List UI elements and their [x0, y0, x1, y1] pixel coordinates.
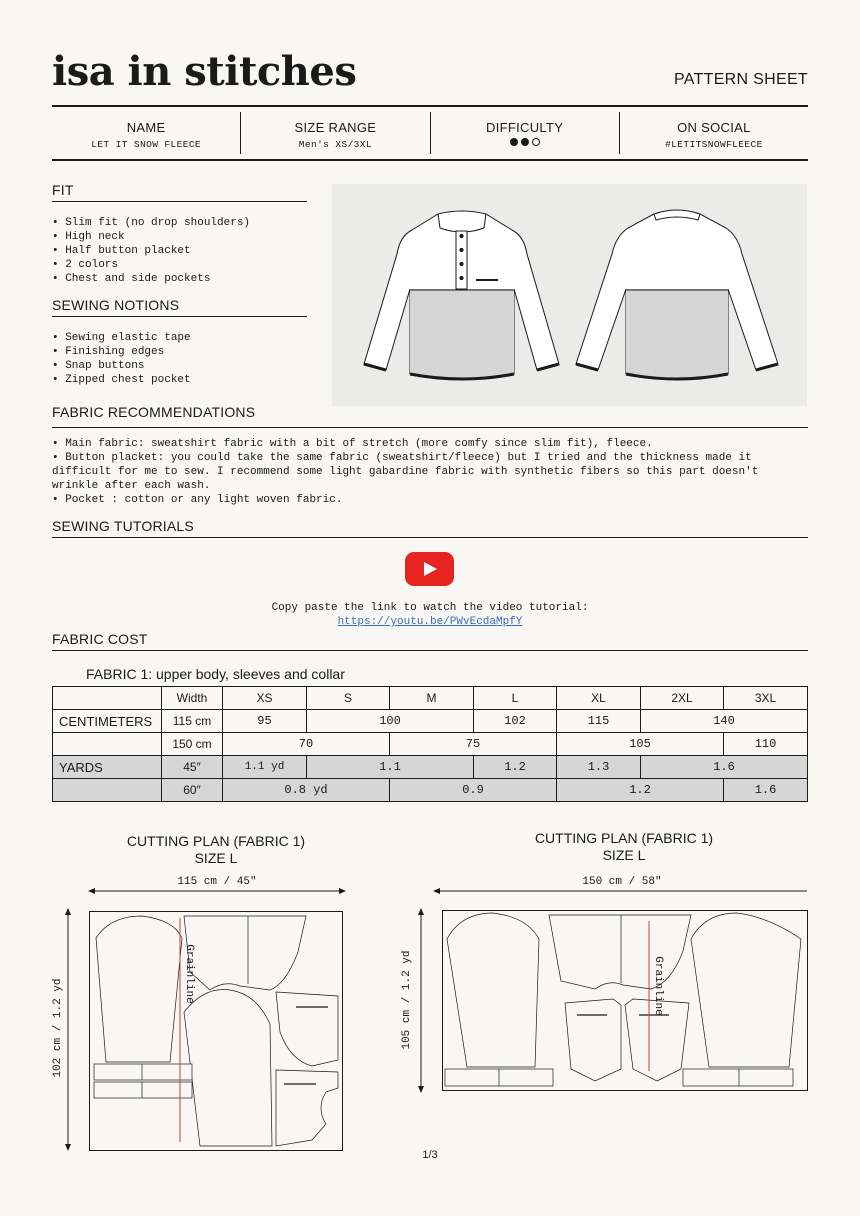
fit-item: • Chest and side pockets [52, 272, 250, 286]
meta-divider [52, 159, 808, 161]
cutting-plan-1-pieces [90, 912, 341, 1149]
table-cell: 115 [557, 710, 641, 733]
table-cell: 75 [390, 733, 557, 756]
cutting-plan-2-pieces [443, 911, 806, 1089]
pocket-piece [276, 1070, 338, 1146]
table-cell: 140 [641, 710, 808, 733]
cutting-plan-size: SIZE L [194, 850, 238, 866]
table-cell: 105 [557, 733, 724, 756]
meta-name [52, 112, 241, 154]
table-cell: 1.1 [307, 756, 474, 779]
table-cell: 102 [474, 710, 557, 733]
front-view [364, 211, 559, 379]
fabric-reco-placket: • Button placket: you could take the same fabric (sweatshirt/fleece) but I tried and the thickness made it difficult for me to sew. I recommend some light gabardine fabric with synthetic fibers so this part doesn't wrinkle after each wash. [52, 452, 759, 492]
garment-illustration [332, 184, 807, 406]
header-divider [52, 105, 808, 107]
table-cell: 1.2 [474, 756, 557, 779]
size-header: XS [223, 687, 307, 710]
band-piece [94, 1082, 192, 1098]
notion-item: • Finishing edges [52, 345, 191, 359]
meta-difficulty [431, 112, 620, 154]
table-cell: 1.6 [724, 779, 808, 802]
size-header: 3XL [724, 687, 808, 710]
plan-2-height-arrow [414, 908, 428, 1094]
plan-1-height-label: 102 cm / 1.2 yd [52, 978, 64, 1078]
back-piece [184, 990, 272, 1147]
youtube-play-icon[interactable] [405, 552, 454, 586]
meta-name-label: NAME [126, 120, 166, 135]
sleeve-piece [691, 913, 801, 1067]
table-cell: 1.6 [641, 756, 808, 779]
front-upper-piece [184, 916, 306, 990]
cutting-plan-size: SIZE L [602, 847, 646, 863]
table-cell: 1.3 [557, 756, 641, 779]
table-cell [53, 733, 162, 756]
meta-size [241, 112, 430, 154]
cm-label: CENTIMETERS [53, 710, 162, 733]
table-cell: 115 cm [162, 710, 223, 733]
cutting-plan-title: CUTTING PLAN (FABRIC 1) [534, 830, 714, 846]
table-header-row [53, 687, 808, 710]
cutting-plan-1-board [89, 911, 343, 1151]
plan-2-width-label: 150 cm / 58″ [582, 876, 662, 888]
difficulty-dot-empty [532, 138, 540, 146]
band-piece [94, 1064, 192, 1080]
tutorial-caption-block [52, 601, 808, 629]
table-cell: 110 [724, 733, 808, 756]
fit-item: • 2 colors [52, 258, 250, 272]
plan-1-width-label: 115 cm / 45″ [177, 876, 257, 888]
back-view [576, 210, 778, 379]
size-header: S [307, 687, 390, 710]
page-number: 1/3 [422, 1149, 438, 1161]
fabric-cost-table [52, 686, 808, 802]
meta-size-label: SIZE RANGE [294, 120, 377, 135]
notion-item: • Zipped chest pocket [52, 373, 191, 387]
size-header: 2XL [641, 687, 724, 710]
brand-logo: isa in stitches [52, 48, 357, 95]
cost-rule [52, 650, 808, 651]
sheet-label: PATTERN SHEET [674, 71, 808, 88]
fit-rule [52, 201, 307, 202]
meta-social-label: ON SOCIAL [677, 120, 751, 135]
front-upper-piece [549, 915, 691, 989]
pattern-meta-bar [52, 108, 808, 158]
fabric-reco-rule [52, 427, 808, 428]
notions-list [52, 331, 191, 387]
plan-2-height-label: 105 cm / 1.2 yd [401, 950, 413, 1050]
cost-title: FABRIC COST [52, 631, 148, 647]
table-cell: 70 [223, 733, 390, 756]
tutorial-link[interactable]: https://youtu.be/PWvEcdaMpfY [337, 616, 523, 628]
notion-item: • Sewing elastic tape [52, 331, 191, 345]
table-cell [53, 779, 162, 802]
tutorials-rule [52, 537, 808, 538]
fabric-reco-text [52, 437, 808, 507]
table-row [53, 779, 808, 802]
meta-social-value: #LETITSNOWFLEECE [665, 139, 763, 150]
cutting-plan-title: CUTTING PLAN (FABRIC 1) [126, 833, 306, 849]
fit-item: • Half button placket [52, 244, 250, 258]
fabric-reco-title: FABRIC RECOMMENDATIONS [52, 404, 256, 420]
size-header: XL [557, 687, 641, 710]
fit-item: • High neck [52, 230, 250, 244]
fabric-reco-pocket: • Pocket : cotton or any light woven fabric. [52, 494, 343, 506]
tutorials-title: SEWING TUTORIALS [52, 518, 194, 534]
fabric-1-title: FABRIC 1: upper body, sleeves and collar [86, 666, 345, 682]
table-cell [53, 687, 162, 710]
band-piece [683, 1069, 793, 1086]
sweater-flats-svg [332, 184, 807, 406]
size-header: L [474, 687, 557, 710]
table-row [53, 710, 808, 733]
notion-item: • Snap buttons [52, 359, 191, 373]
difficulty-dot-filled [521, 138, 529, 146]
width-header: Width [162, 687, 223, 710]
table-cell: 45″ [162, 756, 223, 779]
table-cell: 100 [307, 710, 474, 733]
sleeve-piece [96, 916, 182, 1062]
table-row [53, 756, 808, 779]
meta-name-value: LET IT SNOW FLEECE [91, 139, 202, 150]
plan-1-grainline-label: Grainline [183, 944, 195, 1004]
difficulty-dot-filled [510, 138, 518, 146]
table-cell: 1.1 yd [223, 756, 307, 779]
cutting-plan-1-title [100, 833, 332, 867]
meta-difficulty-label: DIFFICULTY [486, 120, 564, 135]
fit-title: FIT [52, 182, 74, 198]
difficulty-dots [431, 138, 619, 146]
sleeve-piece [447, 913, 539, 1067]
notions-rule [52, 316, 307, 317]
table-cell: 0.8 yd [223, 779, 390, 802]
plan-1-width-arrow [88, 884, 348, 898]
table-cell: 60″ [162, 779, 223, 802]
tutorial-caption: Copy paste the link to watch the video tutorial: [271, 602, 589, 614]
table-row [53, 733, 808, 756]
meta-social [620, 112, 808, 154]
table-cell: 1.2 [557, 779, 724, 802]
cutting-plan-2-board [442, 910, 808, 1091]
notions-title: SEWING NOTIONS [52, 297, 180, 313]
table-cell: 150 cm [162, 733, 223, 756]
size-header: M [390, 687, 474, 710]
table-cell: 0.9 [390, 779, 557, 802]
pocket-piece [276, 992, 338, 1066]
fit-item: • Slim fit (no drop shoulders) [52, 216, 250, 230]
fabric-reco-main: • Main fabric: sweatshirt fabric with a bit of stretch (more comfy since slim fit), fleece. [52, 438, 653, 450]
yd-label: YARDS [53, 756, 162, 779]
plan-2-width-arrow [433, 884, 808, 898]
table-cell: 95 [223, 710, 307, 733]
meta-size-value: Men's XS/3XL [298, 139, 372, 150]
pocket-piece [565, 999, 621, 1081]
plan-2-grainline-label: Grainline [652, 956, 664, 1016]
cutting-plan-2-title [508, 830, 740, 864]
fit-list [52, 216, 250, 286]
